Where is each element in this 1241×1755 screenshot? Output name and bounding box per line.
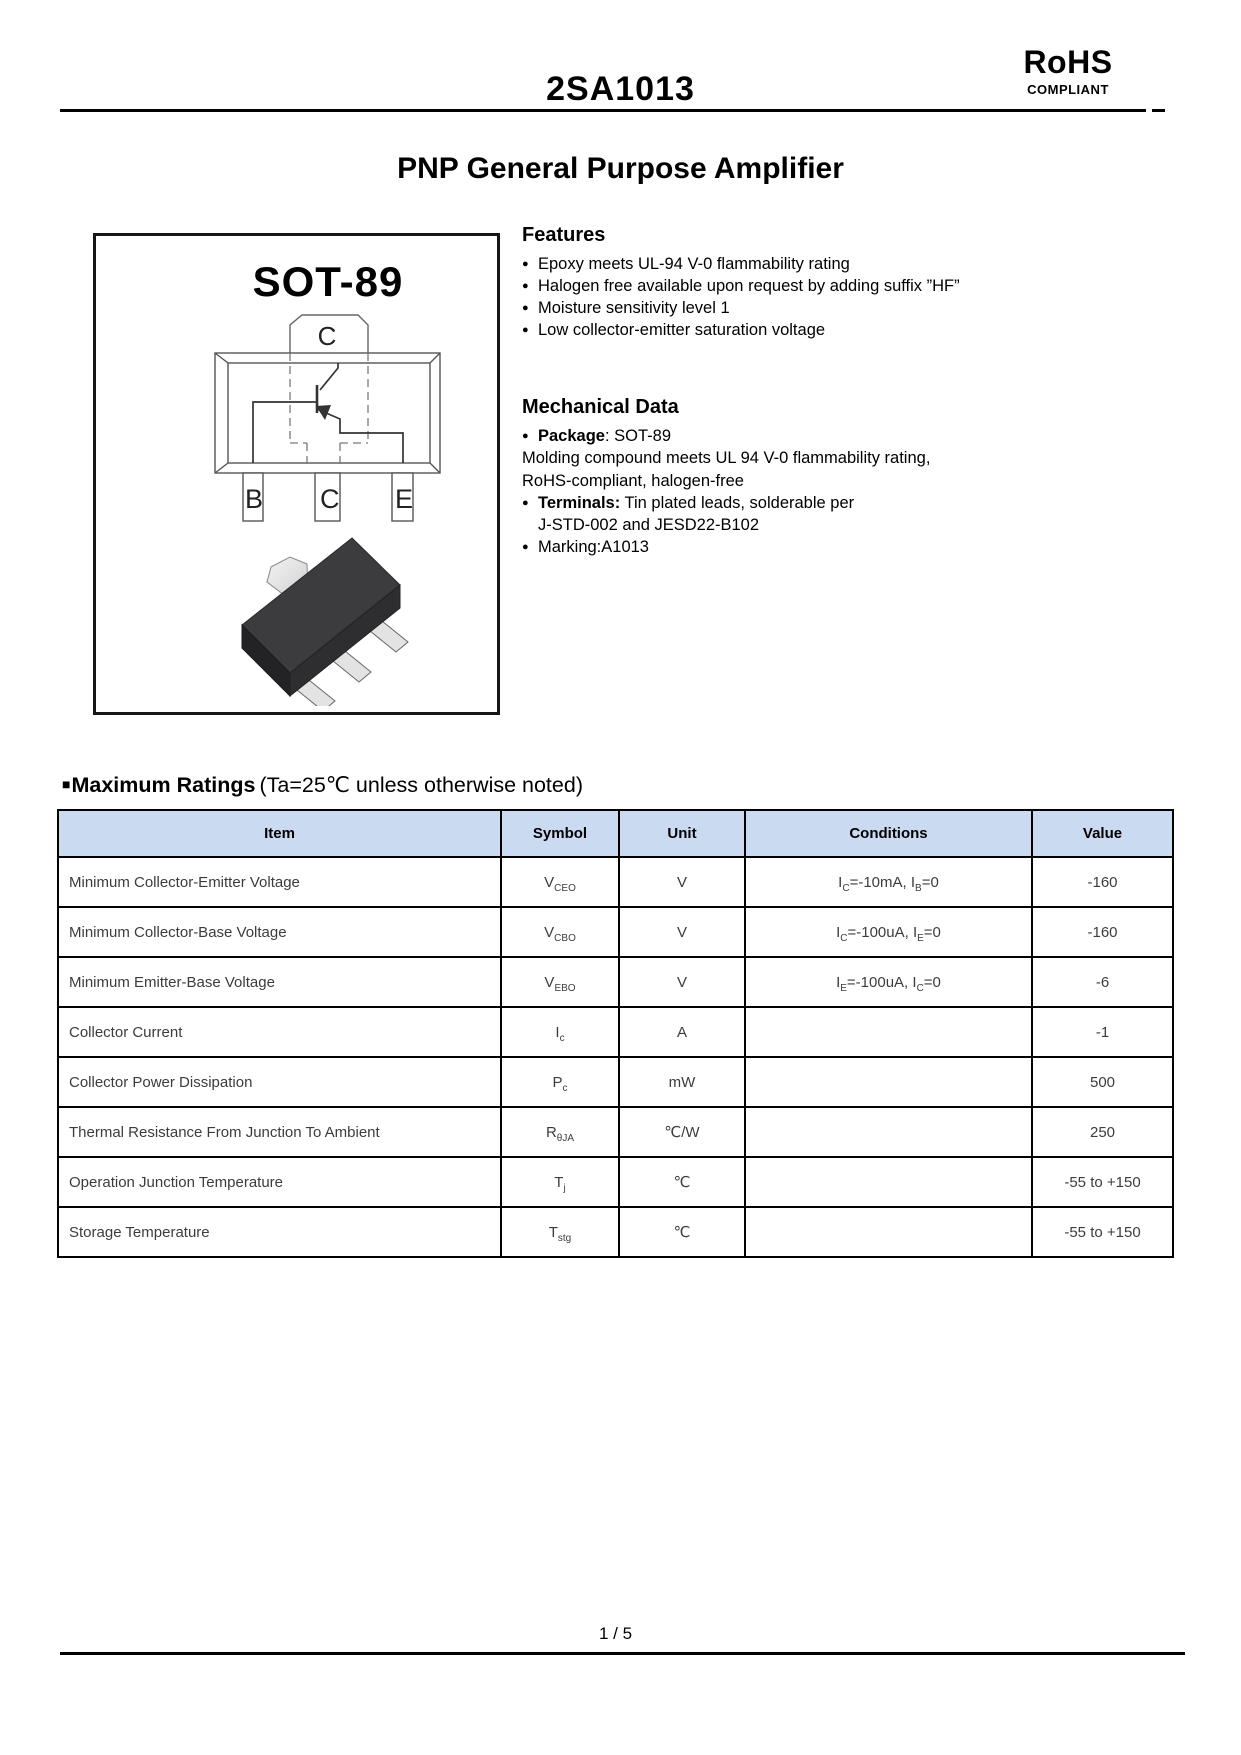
package-pin-diagram <box>96 236 497 706</box>
table-header-cell: Value <box>1032 810 1173 857</box>
header-rule-dash <box>1152 109 1165 112</box>
feature-item: ● Halogen free available upon request by adding suffix ”HF” <box>522 277 960 295</box>
cell-conditions <box>745 1007 1032 1057</box>
mechanical-line: J-STD-002 and JESD22-B102 <box>538 516 760 535</box>
cell-conditions <box>745 1107 1032 1157</box>
header-rule <box>60 109 1146 112</box>
cell-value: -1 <box>1032 1007 1173 1057</box>
cell-unit: V <box>619 857 745 907</box>
cell-symbol: $R_{\theta JA}$ <box>501 1107 619 1157</box>
cell-unit: ℃ <box>619 1207 745 1257</box>
max-ratings-table <box>57 809 1174 1258</box>
cell-value: 250 <box>1032 1107 1173 1157</box>
bullet-icon: ● <box>522 430 529 442</box>
cell-symbol: $I_c$ <box>501 1007 619 1057</box>
cell-value: -6 <box>1032 957 1173 1007</box>
rohs-label: RoHS <box>1023 44 1113 80</box>
mechanical-section <box>522 396 1102 559</box>
cell-symbol: $T_{stg}$ <box>501 1207 619 1257</box>
cell-conditions: $I_E=-100uA$, $I_C=0$ <box>745 957 1032 1007</box>
page-number: 1 / 5 <box>598 1624 633 1643</box>
cell-value: -55 to +150 <box>1032 1157 1173 1207</box>
table-row <box>58 1207 1173 1257</box>
cell-unit: A <box>619 1007 745 1057</box>
cell-symbol: $V_{CEO}$ <box>501 857 619 907</box>
cell-item: Collector Current <box>58 1007 501 1057</box>
cell-item: Minimum Collector-Base Voltage <box>58 907 501 957</box>
feature-item: ● Moisture sensitivity level 1 <box>522 299 730 317</box>
rohs-compliant-label: COMPLIANT <box>1027 82 1109 97</box>
table-header-cell: Unit <box>619 810 745 857</box>
cell-conditions <box>745 1057 1032 1107</box>
mechanical-lines <box>522 425 1102 559</box>
cell-value: -160 <box>1032 857 1173 907</box>
cell-unit: mW <box>619 1057 745 1107</box>
cell-conditions: $I_C=-100uA$, $I_E=0$ <box>745 907 1032 957</box>
tab-pin-label: C <box>317 321 337 351</box>
table-row <box>58 1107 1173 1157</box>
cell-value: -55 to +150 <box>1032 1207 1173 1257</box>
bullet-icon: ● <box>522 280 529 292</box>
tab-outline <box>290 315 368 353</box>
table-row <box>58 857 1173 907</box>
leg-label-c: C <box>320 484 340 514</box>
mechanical-line: RoHS-compliant, halogen-free <box>522 471 744 490</box>
cell-unit: ℃/W <box>619 1107 745 1157</box>
table-header-cell: Conditions <box>745 810 1032 857</box>
cell-symbol: $P_c$ <box>501 1057 619 1107</box>
table-row <box>58 1157 1173 1207</box>
mechanical-line: ● Package: SOT-89 <box>522 425 1102 447</box>
bullet-icon: ● <box>522 302 529 314</box>
cell-item: Collector Power Dissipation <box>58 1057 501 1107</box>
table-row <box>58 1007 1173 1057</box>
cell-value: 500 <box>1032 1057 1173 1107</box>
mechanical-line: ● Terminals: Tin plated leads, solderable per <box>522 492 1102 514</box>
cell-conditions: $I_C=-10mA$, $I_B=0$ <box>745 857 1032 907</box>
mechanical-heading: Mechanical Data <box>522 396 679 418</box>
table-row <box>58 907 1173 957</box>
mechanical-line: ● Marking:A1013 <box>522 536 1102 558</box>
max-ratings-heading-note: (Ta=25℃ unless otherwise noted) <box>259 773 583 797</box>
table-header-row <box>58 810 1173 857</box>
bullet-icon: ● <box>522 496 529 509</box>
square-bullet-icon: ■ <box>62 776 71 792</box>
cell-item: Minimum Emitter-Base Voltage <box>58 957 501 1007</box>
cell-symbol: $T_j$ <box>501 1157 619 1207</box>
cell-unit: V <box>619 957 745 1007</box>
bullet-icon: ● <box>522 324 529 336</box>
feature-item: ● Epoxy meets UL-94 V-0 flammability rating <box>522 255 850 273</box>
table-row <box>58 1057 1173 1107</box>
bullet-icon: ● <box>522 258 529 270</box>
features-section <box>522 224 1102 341</box>
package-figure <box>93 233 500 715</box>
rohs-badge <box>1008 46 1128 97</box>
features-list <box>522 253 1102 341</box>
cell-symbol: $V_{CBO}$ <box>501 907 619 957</box>
part-number: 2SA1013 <box>546 70 695 108</box>
max-ratings-heading-bold: Maximum Ratings <box>71 773 256 797</box>
leg-label-e: E <box>395 484 414 514</box>
cell-symbol: $V_{EBO}$ <box>501 957 619 1007</box>
cell-item: Operation Junction Temperature <box>58 1157 501 1207</box>
cell-conditions <box>745 1207 1032 1257</box>
cell-value: -160 <box>1032 907 1173 957</box>
cell-unit: V <box>619 907 745 957</box>
cell-item: Minimum Collector-Emitter Voltage <box>58 857 501 907</box>
mechanical-line: Molding compound meets UL 94 V-0 flammability rating, <box>522 449 931 468</box>
table-header-cell: Symbol <box>501 810 619 857</box>
leg-label-b: B <box>245 484 264 514</box>
page-title: PNP General Purpose Amplifier <box>397 152 844 185</box>
package-3d-image <box>242 538 408 706</box>
feature-item: ● Low collector-emitter saturation voltage <box>522 321 826 339</box>
max-ratings-heading <box>62 773 583 798</box>
cell-unit: ℃ <box>619 1157 745 1207</box>
footer-rule <box>60 1652 1185 1655</box>
table-row <box>58 957 1173 1007</box>
table-header-cell: Item <box>58 810 501 857</box>
features-heading: Features <box>522 224 606 246</box>
cell-item: Storage Temperature <box>58 1207 501 1257</box>
leg-labels <box>245 484 413 514</box>
cell-conditions <box>745 1157 1032 1207</box>
cell-item: Thermal Resistance From Junction To Ambient <box>58 1107 501 1157</box>
bullet-icon: ● <box>522 541 529 554</box>
package-name: SOT-89 <box>252 258 404 305</box>
